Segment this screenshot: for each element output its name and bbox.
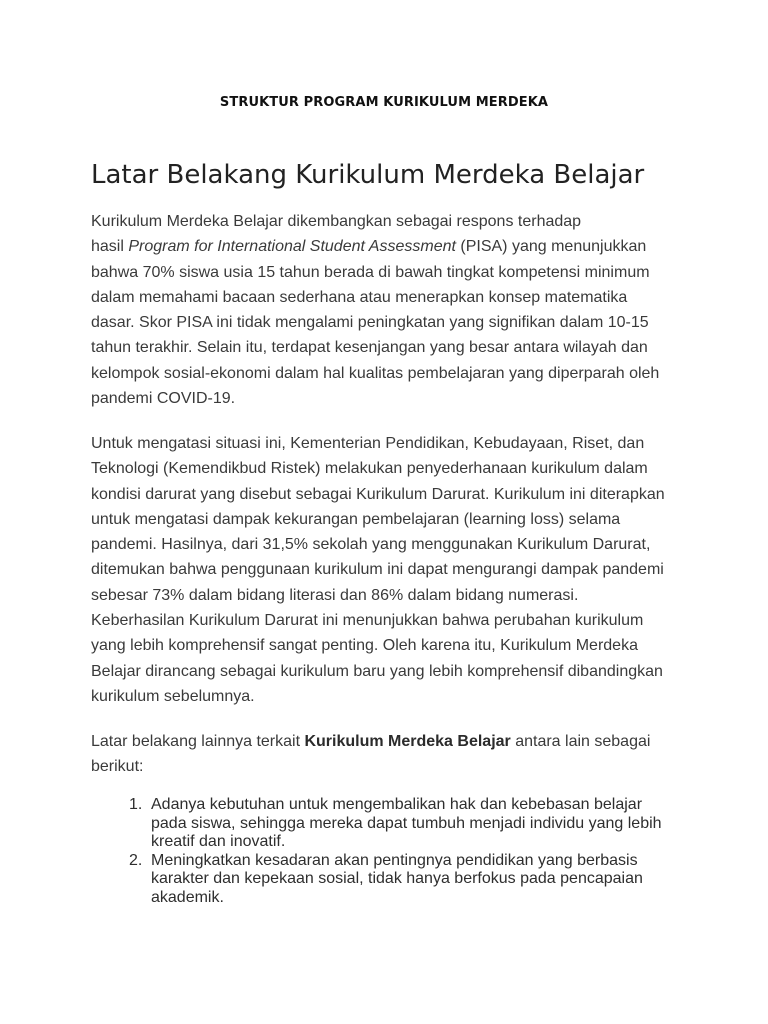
paragraph-pisa-background	[91, 209, 691, 411]
paragraph-line: sebesar 73% dalam bidang literasi dan 86% dalam bidang numerasi.	[91, 586, 579, 604]
text-fragment: antara lain sebagai	[510, 733, 651, 750]
paragraph-line: untuk mengatasi dampak kekurangan pembelajaran (learning loss) selama	[91, 510, 621, 528]
paragraph-line: kurikulum sebelumnya.	[91, 687, 255, 705]
list-item-line: akademik.	[151, 888, 224, 906]
bold-term: Kurikulum Merdeka Belajar	[304, 733, 511, 750]
paragraph-line: dasar. Skor PISA ini tidak mengalami peningkatan yang signifikan dalam 10-15	[91, 314, 649, 332]
paragraph-line	[91, 234, 691, 259]
paragraph-line: kondisi darurat yang disebut sebagai Kurikulum Darurat. Kurikulum ini diterapkan	[91, 485, 665, 503]
text-fragment: hasil	[91, 238, 129, 256]
paragraph-line: berikut:	[91, 758, 144, 776]
paragraph-line: yang lebih komprehensif sangat penting. Oleh karena itu, Kurikulum Merdeka	[91, 637, 638, 655]
paragraph-line: tahun terakhir. Selain itu, terdapat kesenjangan yang besar antara wilayah dan	[91, 339, 648, 357]
paragraph-line: Untuk mengatasi situasi ini, Kementerian Pendidikan, Kebudayaan, Riset, dan	[91, 435, 645, 452]
paragraph-line: ditemukan bahwa penggunaan kurikulum ini dapat mengurangi dampak pandemi	[91, 561, 664, 579]
list-item-line: karakter dan kepekaan sosial, tidak hanya berfokus pada pencapaian	[151, 870, 643, 887]
section-heading: Latar Belakang Kurikulum Merdeka Belajar	[91, 160, 645, 190]
paragraph-line	[91, 729, 691, 754]
paragraph-line: Belajar dirancang sebagai kurikulum baru yang lebih komprehensif dibandingkan	[91, 662, 663, 680]
document-title: STRUKTUR PROGRAM KURIKULUM MERDEKA	[219, 95, 549, 110]
paragraph-line: Keberhasilan Kurikulum Darurat ini menunjukkan bahwa perubahan kurikulum	[91, 612, 644, 630]
list-item	[129, 796, 689, 852]
paragraph-line: pandemi. Hasilnya, dari 31,5% sekolah yang menggunakan Kurikulum Darurat,	[91, 536, 651, 554]
pisa-full-name: Program for International Student Assessment	[128, 238, 456, 256]
background-list	[129, 796, 689, 907]
paragraph-line: kelompok sosial-ekonomi dalam hal kualitas pembelajaran yang diperparah oleh	[91, 364, 660, 382]
text-fragment: Latar belakang lainnya terkait	[91, 733, 305, 750]
text-fragment: (PISA) yang menunjukkan	[455, 238, 647, 256]
paragraph-list-intro	[91, 729, 691, 780]
list-number: 2.	[129, 851, 143, 869]
paragraph-line: Teknologi (Kemendikbud Ristek) melakukan penyederhanaan kurikulum dalam	[91, 460, 648, 478]
list-item-line: pada siswa, sehingga mereka dapat tumbuh menjadi individu yang lebih	[151, 814, 662, 832]
paragraph-line: dalam memahami bacaan sederhana atau menerapkan konsep matematika	[91, 288, 628, 306]
list-item-line: Adanya kebutuhan untuk mengembalikan hak dan kebebasan belajar	[151, 796, 643, 813]
list-item-line: kreatif dan inovatif.	[151, 833, 286, 850]
list-number: 1.	[129, 796, 143, 813]
paragraph-line: bahwa 70% siswa usia 15 tahun berada di bawah tingkat kompetensi minimum	[91, 263, 650, 281]
paragraph-line: pandemi COVID-19.	[91, 390, 236, 408]
paragraph-kurikulum-darurat	[91, 431, 691, 709]
paragraph-line: Kurikulum Merdeka Belajar dikembangkan sebagai respons terhadap	[91, 213, 582, 230]
list-item	[129, 852, 689, 908]
list-item-line: Meningkatkan kesadaran akan pentingnya pendidikan yang berbasis	[151, 851, 638, 869]
